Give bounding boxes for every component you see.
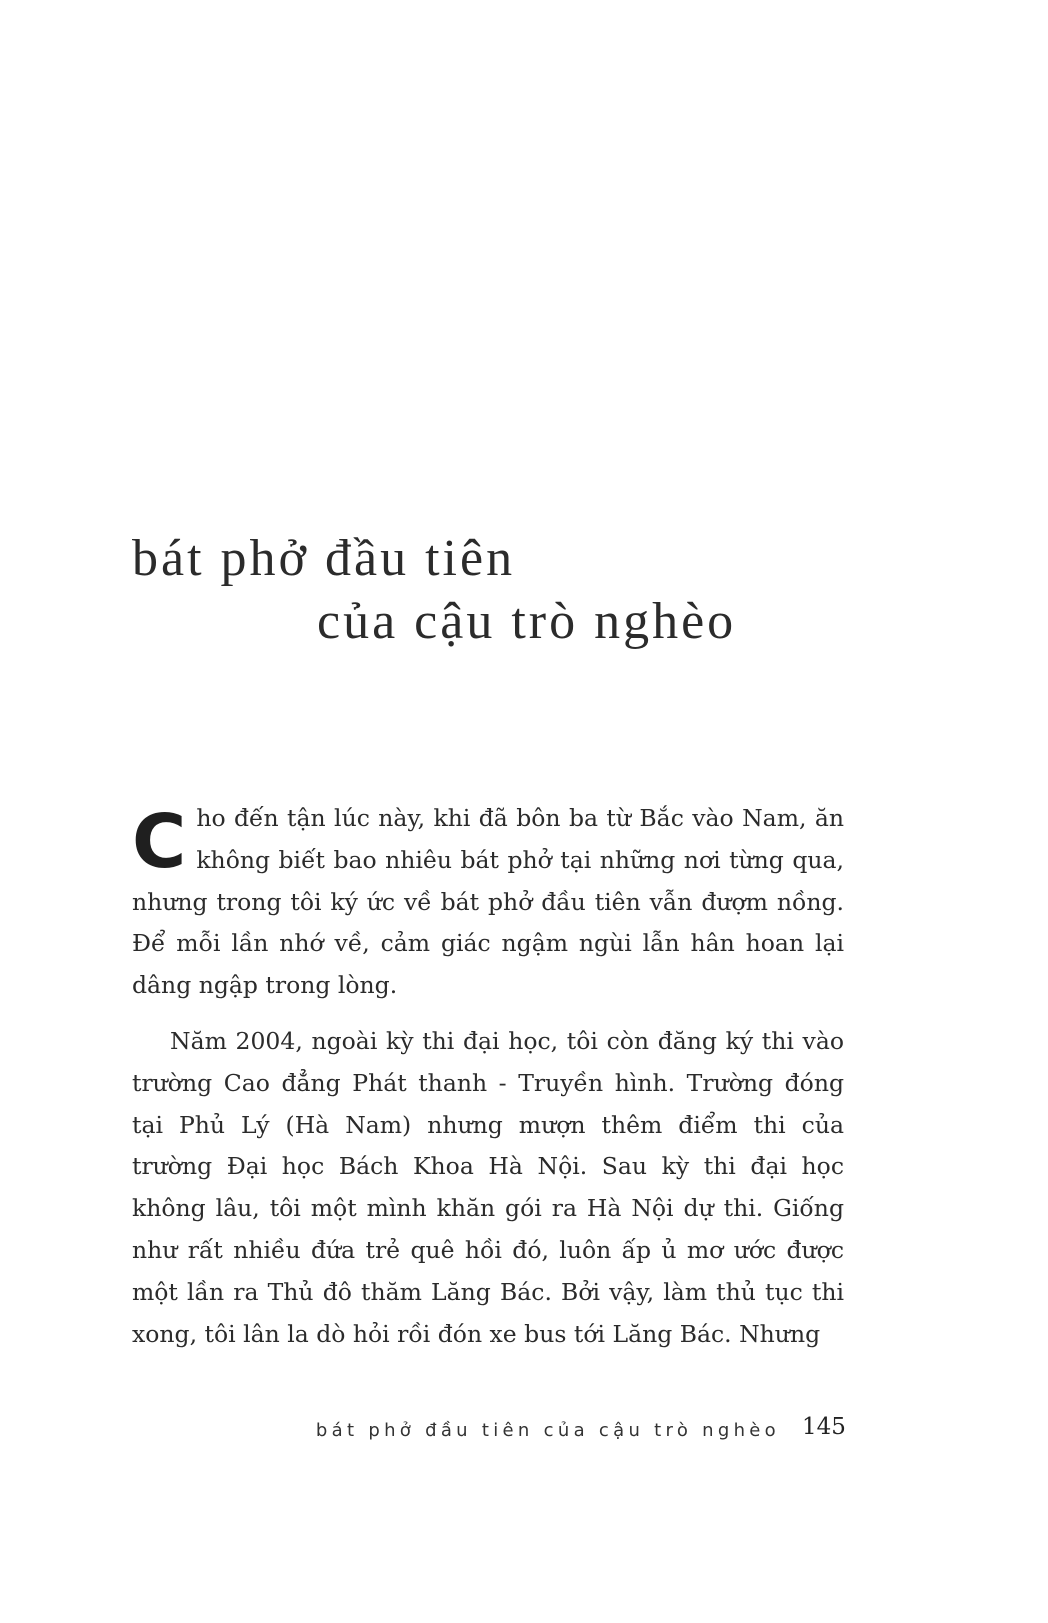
chapter-title-line-2: của cậu trò nghèo [317, 593, 737, 650]
drop-cap: C [132, 799, 187, 885]
page-number: 145 [802, 1414, 846, 1440]
chapter-title [0, 0, 1048, 700]
running-title: bát phở đầu tiên của cậu trò nghèo [315, 1420, 780, 1441]
body-text [132, 798, 844, 1355]
paragraph-1-text: ho đến tận lúc này, khi đã bôn ba từ Bắc vào Nam, ăn không biết bao nhiêu bát phở tại những nơi từng qua, nhưng trong tôi ký ức về bát phở đầu tiên vẫn đượm nồng. Để mỗi lần nhớ về, cảm giác ngậm ngùi lẫn hân hoan lại dâng ngập trong lòng. [132, 804, 844, 1000]
chapter-title-line-1: bát phở đầu tiên [132, 530, 516, 587]
page-footer [0, 1410, 1048, 1450]
paragraph-2: Năm 2004, ngoài kỳ thi đại học, tôi còn đăng ký thi vào trường Cao đẳng Phát thanh - Truyền hình. Trường đóng tại Phủ Lý (Hà Nam) nhưng mượn thêm điểm thi của trường Đại học Bách Khoa Hà Nội. Sau kỳ thi đại học không lâu, tôi một mình khăn gói ra Hà Nội dự thi. Giống như rất nhiều đứa trẻ quê hồi đó, luôn ấp ủ mơ ước được một lần ra Thủ đô thăm Lăng Bác. Bởi vậy, làm thủ tục thi xong, tôi lân la dò hỏi rồi đón xe bus tới Lăng Bác. Nhưng [132, 1026, 844, 1348]
paragraph-1 [132, 798, 844, 1007]
